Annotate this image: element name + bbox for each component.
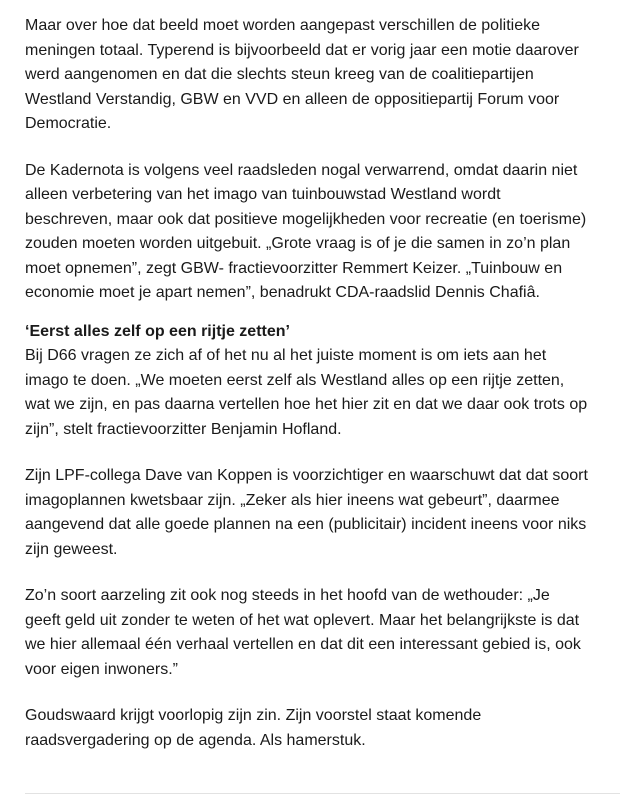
- paragraph-line: imago te doen. „We moeten eerst zelf als Westland alles op een rijtje zetten,: [25, 371, 565, 389]
- paragraph-line: beschreven, maar ook dat positieve mogelijkheden voor recreatie (en toerisme): [25, 210, 587, 228]
- paragraph-line: Maar over hoe dat beeld moet worden aangepast verschillen de politieke: [25, 17, 540, 34]
- paragraph-line: werd aangenomen en dat die slechts steun kreeg van de coalitiepartijen: [25, 66, 534, 83]
- paragraph-5: [25, 584, 630, 682]
- paragraph-line: economie moet je apart nemen”, benadrukt CDA-raadslid Dennis Chafiâ.: [25, 284, 540, 301]
- paragraph-2: [25, 159, 630, 306]
- paragraph-line: zouden moeten worden uitgebuit. „Grote vraag is of je die samen in zo’n plan: [25, 235, 571, 252]
- paragraph-line: Democratie.: [25, 115, 112, 132]
- paragraph-spacer: [25, 682, 630, 704]
- paragraph-line: moet opnemen”, zegt GBW- fractievoorzitter Remmert Keizer. „Tuinbouw en: [25, 259, 563, 277]
- paragraph-line: we hier allemaal één verhaal vertellen en dat dit een interessant gebied is, ook: [25, 636, 581, 653]
- paragraph-line: meningen totaal. Typerend is bijvoorbeeld dat er vorig jaar een motie daarover: [25, 41, 579, 59]
- paragraph-line: Zijn LPF-collega Dave van Koppen is voorzichtiger en waarschuwt dat dat soort: [25, 467, 588, 484]
- paragraph-4: [25, 464, 630, 562]
- article-body: [25, 14, 630, 753]
- paragraph-line: voor eigen inwoners.”: [25, 660, 178, 678]
- paragraph-line: Westland Verstandig, GBW en VVD en alleen de oppositiepartij Forum voor: [25, 90, 560, 108]
- paragraph-line: geeft geld uit zonder te weten of het wat oplevert. Maar het belangrijkste is dat: [25, 611, 580, 629]
- paragraph-spacer: [25, 137, 630, 159]
- paragraph-line: alleen verbetering van het imago van tuinbouwstad Westland wordt: [25, 186, 501, 203]
- section-heading: ‘Eerst alles zelf op een rijtje zetten’: [25, 322, 290, 340]
- paragraph-3: [25, 344, 630, 442]
- article-divider: [25, 793, 620, 794]
- paragraph-line: imagoplannen kwetsbaar zijn. „Zeker als hier ineens wat gebeurt”, daarmee: [25, 491, 560, 509]
- paragraph-line: zijn geweest.: [25, 540, 118, 558]
- paragraph-spacer: [25, 562, 630, 584]
- paragraph-line: Bij D66 vragen ze zich af of het nu al het juiste moment is om iets aan het: [25, 347, 547, 364]
- paragraph-line: Goudswaard krijgt voorlopig zijn zin. Zijn voorstel staat komende: [25, 707, 482, 724]
- paragraph-1: [25, 14, 630, 137]
- paragraph-line: De Kadernota is volgens veel raadsleden nogal verwarrend, omdat daarin niet: [25, 161, 578, 179]
- paragraph-line: Zo’n soort aarzeling zit ook nog steeds in het hoofd van de wethouder: „Je: [25, 587, 550, 604]
- paragraph-line: aangevend dat alle goede plannen na een (publicitair) incident ineens voor niks: [25, 516, 587, 533]
- paragraph-line: zijn”, stelt fractievoorzitter Benjamin Hofland.: [25, 420, 342, 438]
- paragraph-line: wat we zijn, en pas daarna vertellen hoe het hier zit en dat we daar ook trots op: [25, 396, 588, 413]
- heading-spacer: [25, 306, 630, 320]
- paragraph-spacer: [25, 442, 630, 464]
- paragraph-line: raadsvergadering op de agenda. Als hamerstuk.: [25, 731, 366, 749]
- paragraph-6: [25, 704, 630, 753]
